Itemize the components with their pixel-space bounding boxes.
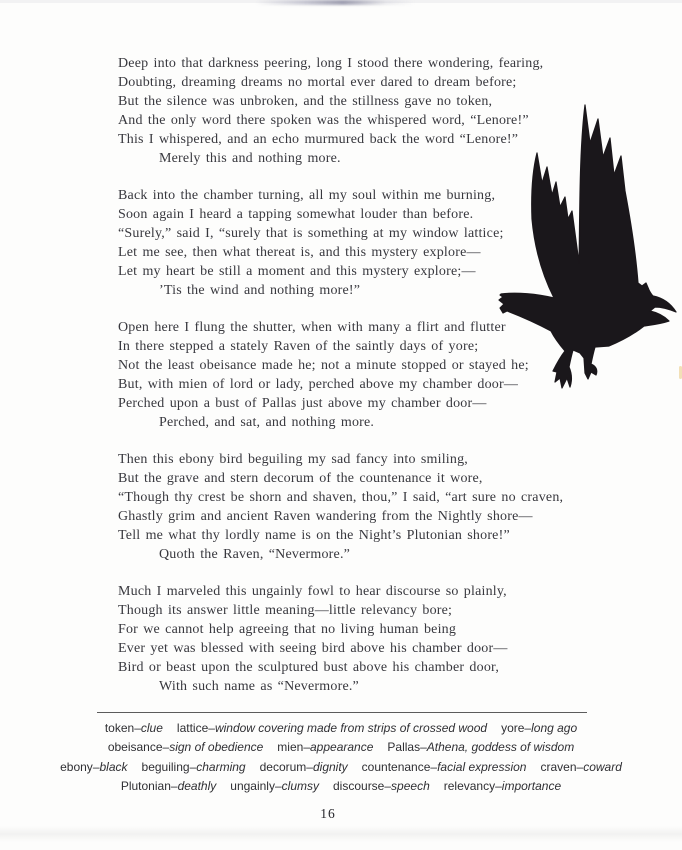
poem-line: Tell me what thy lordly name is on the Night’s Plutonian shore!” [118,528,510,543]
glossary-entry [501,719,577,738]
poem-stanza [118,450,563,564]
poem-line: Not the least obeisance made he; not a minute stopped or stayed he; [118,358,529,373]
poem-line: This I whispered, and an echo murmured back the word “Lenore!” [118,132,519,147]
glossary-divider [97,712,587,713]
glossary-separator: – [134,721,141,735]
scan-artifact-smudge [255,0,415,5]
glossary-entry [260,758,348,777]
scan-artifact-mottle [0,826,682,842]
poem-line: Merely this and nothing more. [159,151,341,166]
glossary-term: discourse [333,778,385,793]
glossary-term: beguiling [141,759,190,774]
glossary-entry [105,719,163,738]
glossary-definition: importance [501,778,562,793]
glossary-entry [177,719,487,738]
glossary-definition: clue [140,721,163,735]
glossary-separator: – [303,740,310,755]
poem-line: Soon again I heard a tapping somewhat louder than before. [118,207,474,222]
glossary-row [14,758,668,777]
poem-line: For we cannot help agreeing that no living human being [118,622,457,637]
poem-line: But the silence was unbroken, and the stillness gave no token, [118,94,493,109]
glossary-separator: – [170,778,178,793]
glossary-definition: Athena, goddess of wisdom [426,740,575,755]
glossary-definition: charming [196,759,246,774]
glossary-separator: – [274,778,282,793]
poem-line: Then this ebony bird beguiling my sad fancy into smiling, [118,452,468,467]
poem-line: “Though thy crest be shorn and shaven, thou,” I said, “art sure no craven, [118,490,564,505]
glossary [14,719,668,796]
poem-line: Bird or beast upon the sculptured bust above his chamber door, [118,660,500,675]
glossary-separator: – [420,740,427,755]
glossary-definition: window covering made from strips of crossed wood [214,721,488,735]
glossary-entry [333,777,430,796]
poem-line: Let my heart be still a moment and this mystery explore;— [118,264,476,279]
glossary-term: Plutonian [120,778,171,793]
poem-line: Much I marveled this ungainly fowl to hear discourse so plainly, [118,584,507,599]
glossary-term: ebony [60,759,93,774]
poem-line: ’Tis the wind and nothing more!” [159,283,361,298]
glossary-definition: deathly [177,778,217,793]
glossary-definition: sign of obedience [169,740,264,755]
poem-line: Back into the chamber turning, all my soul within me burning, [118,188,496,203]
glossary-separator: – [430,759,438,774]
glossary-term: relevancy [443,778,496,793]
glossary-definition: long ago [531,721,578,735]
glossary-row [14,777,668,796]
glossary-definition: coward [583,759,622,774]
glossary-entry [230,777,319,796]
glossary-entry [444,777,561,796]
glossary-entry [362,758,527,777]
poem-line: Perched upon a bust of Pallas just above my chamber door— [118,396,487,411]
raven-illustration [492,95,682,395]
glossary-entry [277,738,373,757]
glossary-term: lattice [176,721,209,735]
glossary-separator: – [495,778,502,793]
glossary-row [14,719,668,738]
poem-stanza [118,582,563,696]
glossary-separator: – [306,759,313,774]
glossary-term: Pallas [387,740,421,755]
glossary-row [14,738,668,757]
glossary-term: craven [540,759,577,774]
poem-line: Perched, and sat, and nothing more. [159,415,375,430]
poem-line: But, with mien of lord or lady, perched above my chamber door— [118,377,519,392]
poem-line: Ghastly grim and ancient Raven wandering from the Nightly shore— [118,509,533,524]
poem-line: Doubting, dreaming dreams no mortal ever dared to dream before; [118,75,517,90]
glossary-term: decorum [259,759,307,774]
poem-line: Though its answer little meaning—little relevancy bore; [118,603,453,618]
glossary-separator: – [189,759,197,774]
glossary-term: mien [277,740,304,755]
glossary-entry [60,758,127,777]
glossary-entry [540,758,621,777]
poem-line: With such name as “Nevermore.” [159,679,359,694]
glossary-definition: clumsy [281,778,319,793]
page-number: 16 [320,806,336,821]
glossary-separator: – [384,778,392,793]
glossary-separator: – [162,740,170,755]
poem-line: Let me see, then what thereat is, and this mystery explore— [118,245,481,260]
glossary-entry [108,738,263,757]
glossary-definition: black [99,759,128,774]
glossary-entry [142,758,246,777]
poem-line: Ever yet was blessed with seeing bird above his chamber door— [118,641,508,656]
glossary-term: ungainly [230,778,275,793]
glossary-term: token [104,721,135,735]
glossary-definition: speech [391,778,430,793]
glossary-definition: facial expression [437,759,527,774]
poem-line: In there stepped a stately Raven of the saintly days of yore; [118,339,479,354]
glossary-definition: appearance [310,740,374,755]
glossary-separator: – [208,721,215,735]
glossary-definition: dignity [312,759,348,774]
glossary-term: countenance [361,759,431,774]
raven-silhouette [499,105,676,388]
glossary-separator: – [92,759,100,774]
glossary-entry [387,738,574,757]
glossary-term: obeisance [107,740,163,755]
poem-line: Quoth the Raven, “Nevermore.” [159,547,351,562]
poem-line: But the grave and stern decorum of the countenance it wore, [118,471,483,486]
glossary-term: yore [501,721,525,735]
poem-line: Open here I flung the shutter, when with many a flirt and flutter [118,320,506,335]
poem-line: “Surely,” said I, “surely that is something at my window lattice; [118,226,504,241]
poem-line: And the only word there spoken was the whispered word, “Lenore!” [118,113,529,128]
glossary-separator: – [576,759,584,774]
poem-line: Deep into that darkness peering, long I stood there wondering, fearing, [118,56,544,71]
glossary-separator: – [524,721,532,735]
glossary-entry [121,777,216,796]
